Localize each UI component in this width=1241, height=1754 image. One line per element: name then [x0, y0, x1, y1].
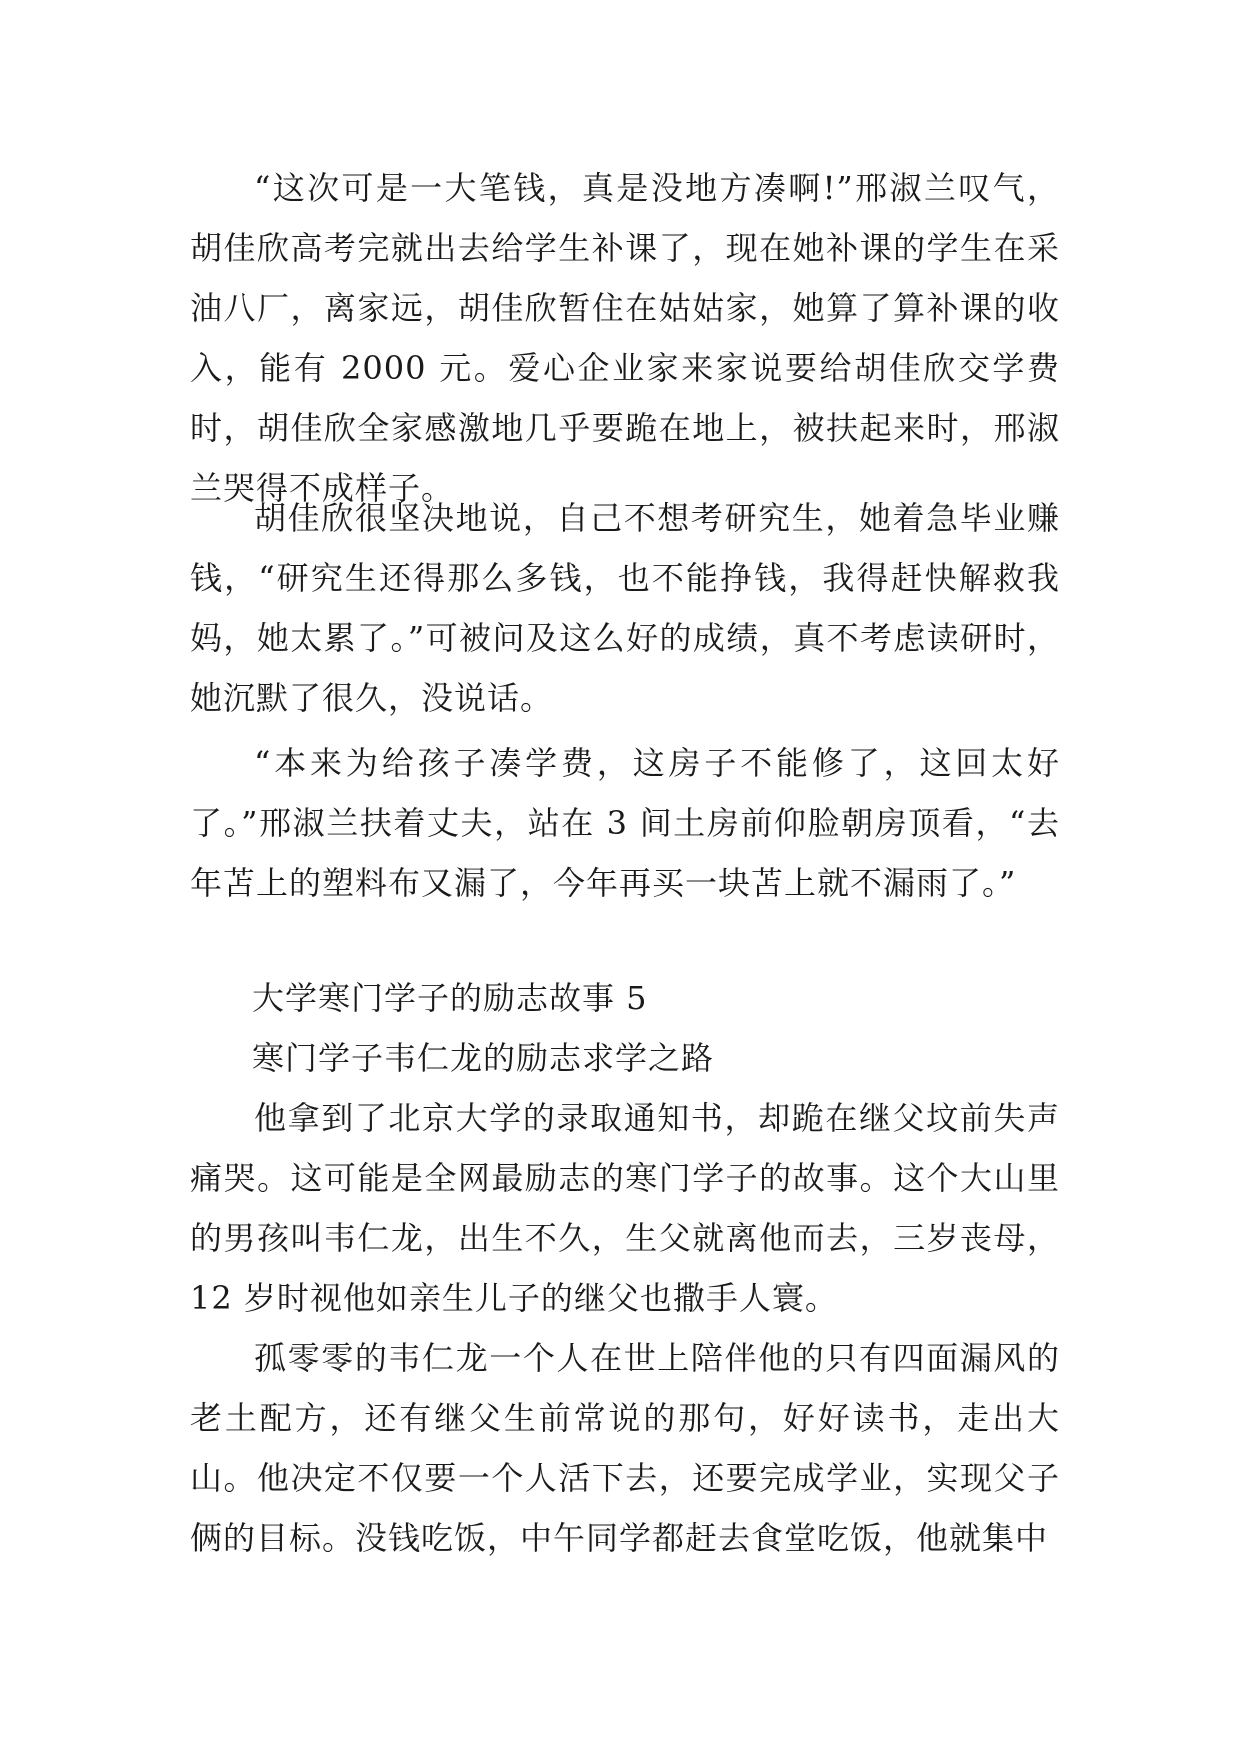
- body-paragraph: 孤零零的韦仁龙一个人在世上陪伴他的只有四面漏风的老土配方，还有继父生前常说的那句，好好读书，走出大山。他决定不仅要一个人活下去，还要完成学业，实现父子俩的目标。没钱吃饭，中午同学都赶去食堂吃饭，他就集中: [190, 1339, 1060, 1557]
- body-paragraph: “本来为给孩子凑学费，这房子不能修了，这回太好了。”邢淑兰扶着丈夫，站在 3 间土房前仰脸朝房顶看，“去年苫上的塑料布又漏了，今年再买一块苫上就不漏雨了。”: [190, 744, 1060, 902]
- section-subtitle: 寒门学子韦仁龙的励志求学之路: [252, 1039, 715, 1077]
- section-title: 大学寒门学子的励志故事 5: [252, 979, 648, 1017]
- body-paragraph: “这次可是一大笔钱，真是没地方凑啊!”邢淑兰叹气，胡佳欣高考完就出去给学生补课了，现在她补课的学生在采油八厂，离家远，胡佳欣暂住在姑姑家，她算了算补课的收入，能有 2000 元。爱心企业家来家说要给胡佳欣交学费时，胡佳欣全家感激地几乎要跪在地上，被扶起来时，邢淑兰哭得不成样子。: [190, 169, 1060, 507]
- text-block: [190, 158, 1060, 518]
- text-block: [190, 733, 1060, 913]
- section: [190, 968, 1060, 1568]
- text-block: [190, 488, 1060, 728]
- body-paragraph: 他拿到了北京大学的录取通知书，却跪在继父坟前失声痛哭。这可能是全网最励志的寒门学子的故事。这个大山里的男孩叫韦仁龙，出生不久，生父就离他而去，三岁丧母，12 岁时视他如亲生儿子的继父也撒手人寰。: [190, 1099, 1060, 1317]
- body-paragraph: 胡佳欣很坚决地说，自己不想考研究生，她着急毕业赚钱，“研究生还得那么多钱，也不能挣钱，我得赶快解救我妈，她太累了。”可被问及这么好的成绩，真不考虑读研时，她沉默了很久，没说话。: [190, 499, 1060, 717]
